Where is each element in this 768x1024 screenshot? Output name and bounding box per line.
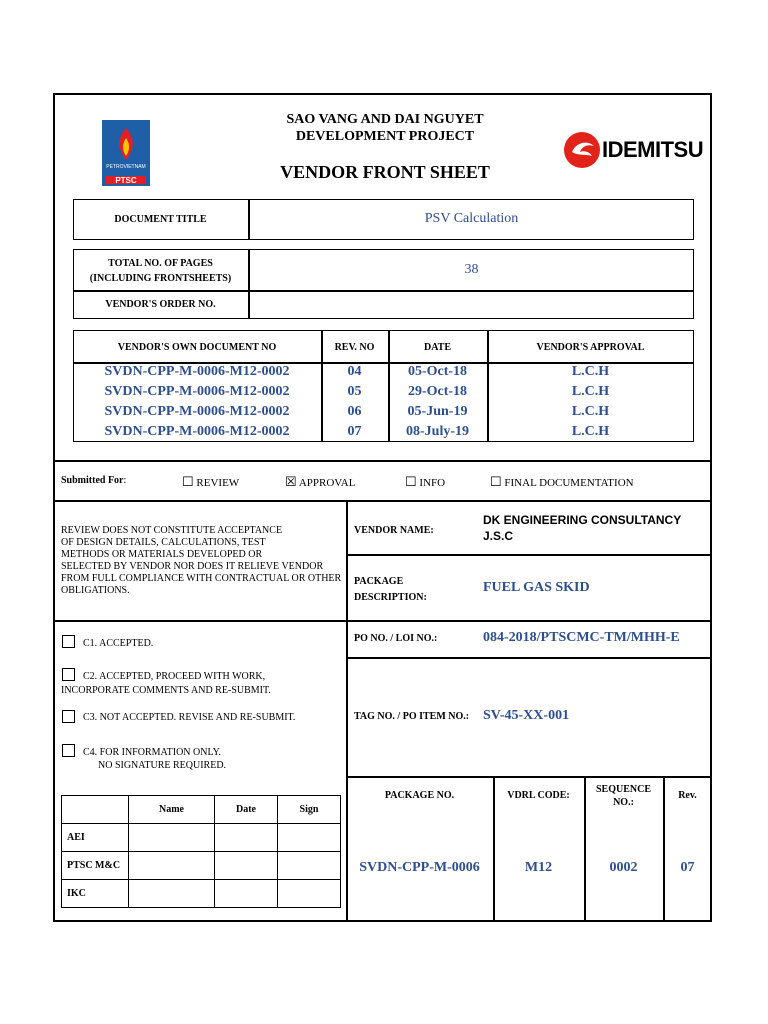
total-pages-value: 38 [464,262,479,277]
rev-row-4-rev: 07 [347,424,362,439]
rev-row-3-doc: SVDN-CPP-M-0006-M12-0002 [104,404,290,419]
signoff-header-blank [62,796,129,824]
rev-header-date: DATE [423,342,452,353]
total-pages-label-1: TOTAL NO. OF PAGES [108,258,213,269]
package-description-label-1: PACKAGE [354,576,404,587]
c4-label-line2: NO SIGNATURE REQUIRED. [98,760,227,771]
project-title-line1: SAO VANG AND DAI NGUYET [286,112,484,127]
signoff-aei-name[interactable] [129,824,215,852]
po-value: 084-2018/PTSCMC-TM/MHH-E [483,630,680,645]
rev-label: Rev. [678,790,697,801]
disclaimer-line6: OBLIGATIONS. [61,585,130,596]
option-review-checkbox[interactable]: ☐ [182,474,194,489]
disclaimer-line1: REVIEW DOES NOT CONSTITUTE ACCEPTANCE [61,525,283,536]
submitted-for-label [61,475,126,486]
rev-row-4-approval: L.C.H [571,424,610,439]
signoff-ptsc-date[interactable] [215,852,278,880]
signoff-header-sign: Sign [278,796,341,824]
vdrl-code-value: M12 [524,860,553,875]
rev-value: 07 [680,860,695,875]
ptsc-logo-text: PTSC [115,176,137,185]
package-description-label-2: DESCRIPTION: [354,592,427,603]
vendor-name-line2: J.S.C [483,529,514,543]
vendor-name-line1: DK ENGINEERING CONSULTANCY [483,513,682,527]
signoff-table [61,795,341,908]
rev-row-3-rev: 06 [347,404,362,419]
option-review[interactable] [182,474,239,490]
idemitsu-logo-text: IDEMITSU [602,137,704,162]
rev-row-4-date: 08-July-19 [406,424,469,439]
c3-label: C3. NOT ACCEPTED. REVISE AND RE-SUBMIT. [83,712,296,723]
vendor-name-label: VENDOR NAME: [354,525,434,536]
rev-row-1-date: 05-Oct-18 [407,364,468,379]
c2-label-line2: INCORPORATE COMMENTS AND RE-SUBMIT. [61,685,271,696]
option-final-label: FINAL DOCUMENTATION [504,477,634,489]
package-no-value: SVDN-CPP-M-0006 [359,860,480,875]
disclaimer-line5: FROM FULL COMPLIANCE WITH CONTRACTUAL OR OTHER [61,573,342,584]
rev-row-1-doc: SVDN-CPP-M-0006-M12-0002 [104,364,290,379]
signoff-row-aei: AEI [62,824,129,852]
disclaimer-line2: OF DESIGN DETAILS, CALCULATIONS, TEST [61,537,266,548]
disclaimer-line4: SELECTED BY VENDOR NOR DOES IT RELIEVE VENDOR [61,561,324,572]
option-info-checkbox[interactable]: ☐ [405,474,417,489]
total-pages-label-2: (INCLUDING FRONTSHEETS) [89,273,232,284]
tag-label: TAG NO. / PO ITEM NO.: [354,711,470,722]
signoff-ptsc-name[interactable] [129,852,215,880]
option-final-documentation[interactable] [490,474,634,490]
sequence-no-value: 0002 [609,860,638,875]
tag-value: SV-45-XX-001 [483,708,570,723]
signoff-aei-date[interactable] [215,824,278,852]
option-approval-label: APPROVAL [298,477,356,489]
sequence-no-label-1: SEQUENCE [595,784,651,795]
document-title-label: DOCUMENT TITLE [114,214,207,225]
c1-checkbox[interactable] [62,635,75,648]
project-title-line2: DEVELOPMENT PROJECT [295,129,475,144]
rev-row-1-rev: 04 [347,364,362,379]
rev-header-approval: VENDOR'S APPROVAL [536,342,645,353]
package-no-label: PACKAGE NO. [384,790,455,801]
rev-row-3-approval: L.C.H [571,404,610,419]
document-title-value: PSV Calculation [424,211,519,226]
sheet-title: VENDOR FRONT SHEET [280,162,490,182]
c2-checkbox[interactable] [62,668,75,681]
c2-label-line1: C2. ACCEPTED, PROCEED WITH WORK, [83,671,266,682]
signoff-aei-sign[interactable] [278,824,341,852]
c4-checkbox[interactable] [62,744,75,757]
option-final-checkbox[interactable]: ☐ [490,474,502,489]
option-info-label: INFO [419,477,446,489]
idemitsu-logo [562,130,702,170]
c3-checkbox[interactable] [62,710,75,723]
rev-row-2-approval: L.C.H [571,384,610,399]
c4-label-line1: C4. FOR INFORMATION ONLY. [83,747,221,758]
signoff-ptsc-sign[interactable] [278,852,341,880]
option-info[interactable] [405,474,445,490]
rev-row-2-date: 29-Oct-18 [407,384,468,399]
signoff-header-date: Date [215,796,278,824]
petrovietnam-logo-text: PETROVIETNAM [106,164,146,170]
vendor-order-label: VENDOR'S ORDER NO. [105,299,216,310]
signoff-row-ikc: IKC [62,880,129,908]
signoff-ikc-date[interactable] [215,880,278,908]
signoff-ikc-sign[interactable] [278,880,341,908]
disclaimer-text [61,525,343,597]
sequence-no-label-2: NO.: [613,797,634,808]
po-label: PO NO. / LOI NO.: [354,633,438,644]
c1-label: C1. ACCEPTED. [83,638,154,649]
disclaimer-line3: METHODS OR MATERIALS DEVELOPED OR [61,549,263,560]
signoff-header-name: Name [129,796,215,824]
submitted-for-colon: : [123,475,127,486]
rev-row-2-rev: 05 [347,384,362,399]
package-description-value: FUEL GAS SKID [483,580,590,595]
rev-row-4-doc: SVDN-CPP-M-0006-M12-0002 [104,424,290,439]
submitted-for-label-text: Submitted For [61,475,124,486]
signoff-row-ptsc: PTSC M&C [62,852,129,880]
option-approval-checkbox[interactable]: ☒ [285,474,297,489]
petrovietnam-logo [102,120,150,186]
option-approval[interactable] [285,474,355,490]
option-review-label: REVIEW [196,477,240,489]
vdrl-code-label: VDRL CODE: [507,790,570,801]
signoff-ikc-name[interactable] [129,880,215,908]
rev-row-3-date: 05-Jun-19 [407,404,468,419]
rev-row-2-doc: SVDN-CPP-M-0006-M12-0002 [104,384,290,399]
rev-header-docno: VENDOR'S OWN DOCUMENT NO [117,342,277,353]
rev-row-1-approval: L.C.H [571,364,610,379]
rev-header-revno: REV. NO [334,342,375,353]
